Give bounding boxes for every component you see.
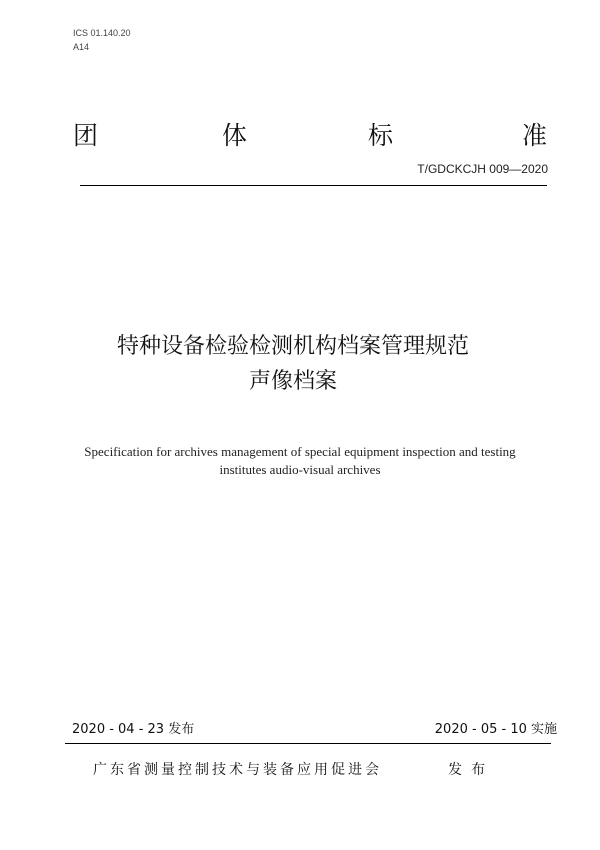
top-divider (80, 185, 547, 186)
issuing-organization: 广东省测量控制技术与装备应用促进会 (93, 762, 382, 778)
bottom-divider (65, 743, 551, 744)
title-zh-sub: 声像档案 (248, 369, 337, 394)
ccs-code: A14 (73, 42, 90, 52)
category-char-2: 体 (222, 121, 248, 150)
publish-date: 2020 - 04 - 23 发布 (72, 722, 195, 737)
ics-code: ICS 01.140.20 (73, 28, 131, 38)
title-zh-main: 特种设备检验检测机构档案管理规范 (116, 334, 469, 359)
issue-label: 发布 (448, 762, 494, 778)
implement-date: 2020 - 05 - 10 实施 (434, 722, 557, 737)
category-char-4: 准 (522, 121, 548, 150)
category-char-1: 团 (73, 121, 99, 150)
title-en-line-1: Specification for archives management of special equipment inspection and testing (84, 444, 516, 459)
title-en-line-2: institutes audio-visual archives (219, 462, 381, 477)
standard-number: T/GDCKCJH 009—2020 (417, 162, 548, 176)
category-char-3: 标 (368, 121, 394, 150)
